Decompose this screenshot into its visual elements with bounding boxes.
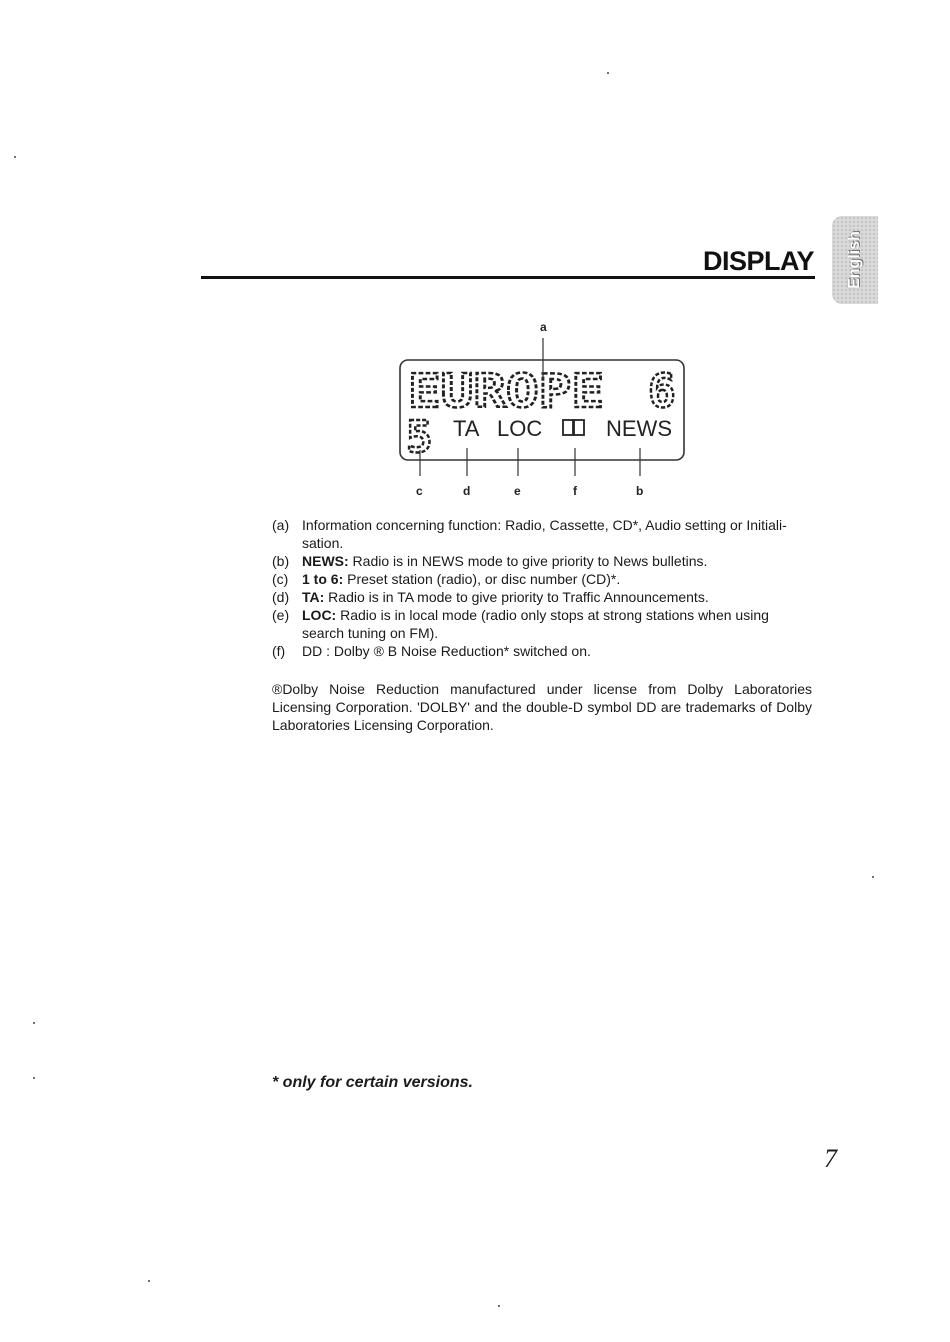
- trademark-note: ®Dolby Noise Reduction manufactured under license from Dolby Laboratories Licensing Corporation. 'DOLBY' and the double-D symbol DD are trademarks of Dolby Laboratories Licensing Corporation.: [272, 681, 812, 733]
- page-title: DISPLAY: [702, 246, 814, 276]
- display-main-text: EUROPE: [408, 364, 604, 418]
- scan-speck: [607, 72, 609, 74]
- callout-d: d: [463, 484, 471, 498]
- legend-term: NEWS:: [302, 553, 349, 569]
- legend-key: (c): [272, 571, 289, 587]
- legend-key: (e): [272, 607, 290, 623]
- legend-list: [272, 516, 812, 660]
- display-left-digit: 5: [406, 412, 433, 463]
- legend-text: Preset station (radio), or disc number (CD)*.: [343, 571, 621, 587]
- scan-speck: [14, 156, 16, 158]
- display-diagram: [390, 310, 700, 500]
- callout-e: e: [514, 484, 521, 498]
- legend-item-e: [272, 606, 812, 642]
- title-rule: [201, 276, 815, 279]
- legend-text: Radio is in NEWS mode to give priority to News bulletins.: [348, 553, 708, 569]
- legend-text: Radio is in local mode (radio only stops at strong stations when using search tuning on FM).: [302, 607, 769, 641]
- loc-indicator: LOC: [497, 416, 543, 441]
- footnote: * only for certain versions.: [272, 1074, 473, 1091]
- display-right-digit: 6: [648, 364, 676, 418]
- legend-key: (a): [272, 517, 290, 533]
- legend-item-f: [272, 642, 812, 660]
- legend-item-d: [272, 588, 812, 606]
- legend-text: Radio is in TA mode to give priority to Traffic Announcements.: [324, 589, 709, 605]
- scan-speck: [148, 1280, 150, 1282]
- ta-indicator: TA: [453, 416, 480, 441]
- legend-term: TA:: [302, 589, 325, 605]
- legend-key: (d): [272, 589, 290, 605]
- news-indicator: NEWS: [606, 416, 672, 441]
- legend-item-a: [272, 516, 812, 552]
- language-tab-label: English: [846, 231, 863, 289]
- legend-text: DD : Dolby ® B Noise Reduction* switched on.: [302, 643, 591, 659]
- callout-f: f: [573, 484, 577, 498]
- legend-text: Information concerning function: Radio, Cassette, CD*, Audio setting or Initiali-sation.: [302, 517, 787, 551]
- page-number: 7: [824, 1144, 837, 1173]
- scan-speck: [33, 1022, 35, 1024]
- legend-key: (f): [272, 643, 286, 659]
- callout-b: b: [636, 484, 644, 498]
- legend-item-c: [272, 570, 812, 588]
- scan-speck: [872, 876, 874, 878]
- scan-speck: [33, 1077, 35, 1079]
- legend-key: (b): [272, 553, 290, 569]
- callout-a: a: [540, 320, 547, 334]
- dolby-indicator: [563, 420, 584, 435]
- scan-speck: [498, 1305, 500, 1307]
- callout-c: c: [416, 484, 423, 498]
- legend-term: LOC:: [302, 607, 337, 623]
- legend-term: 1 to 6:: [302, 571, 344, 587]
- language-tab: [832, 216, 878, 304]
- legend-item-b: [272, 552, 812, 570]
